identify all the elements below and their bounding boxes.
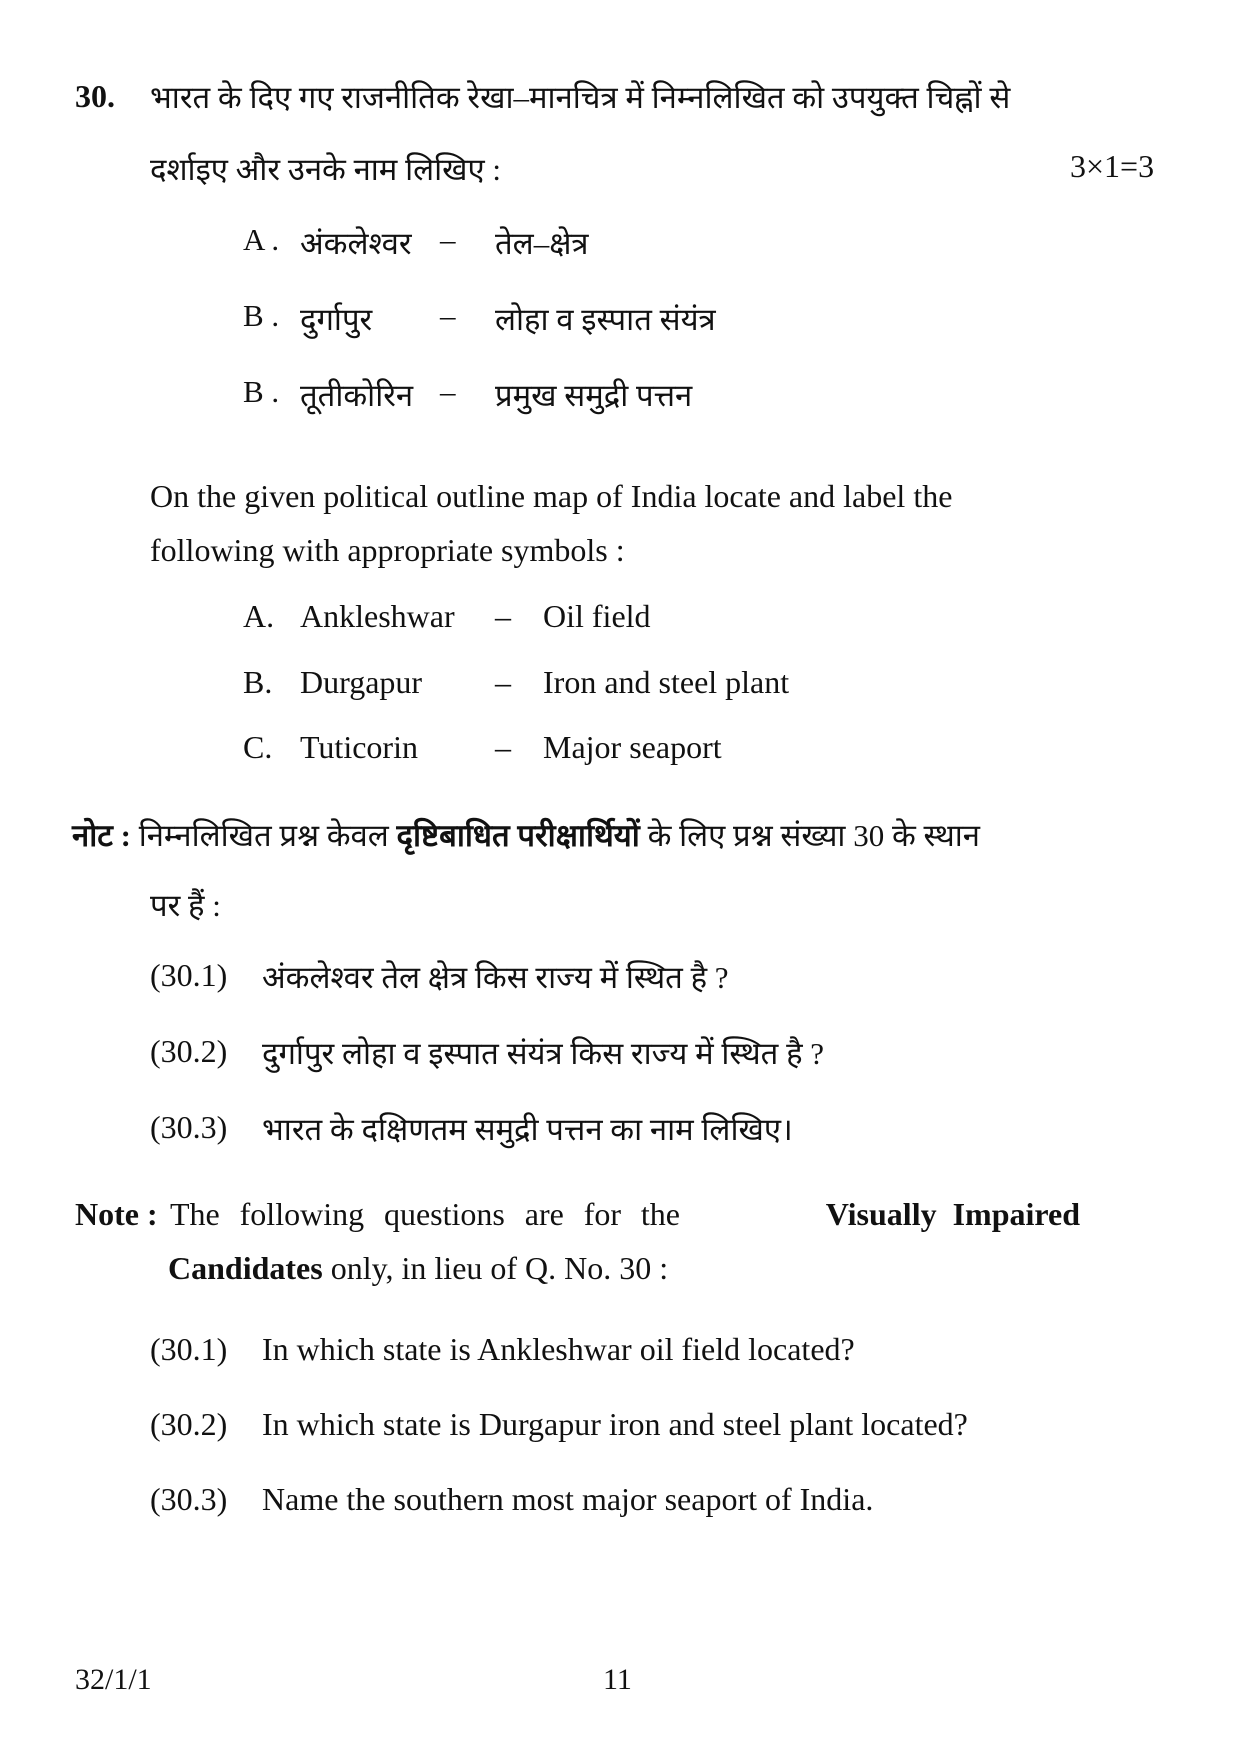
note-hindi-text-a: निम्नलिखित प्रश्न केवल (138, 818, 389, 853)
question-english-line2: following with appropriate symbols : (150, 532, 625, 568)
note-english-item-text: In which state is Ankleshwar oil field located? (262, 1331, 855, 1367)
note-hindi-item-text: भारत के दक्षिणतम समुद्री पत्तन का नाम लिखिए। (262, 1112, 793, 1147)
note-english-word: The (170, 1196, 220, 1232)
english-item-place: Durgapur (300, 664, 423, 700)
english-item-type: Oil field (543, 598, 651, 634)
english-item-type: Major seaport (543, 729, 722, 765)
hindi-item-dash: – (440, 374, 456, 409)
note-english-word: for (583, 1196, 622, 1232)
note-english-line2 (168, 1250, 668, 1287)
note-english-bold-line2: Candidates (168, 1250, 323, 1286)
note-english-item-num: (30.3) (150, 1481, 228, 1517)
note-english-item-num: (30.2) (150, 1406, 228, 1442)
english-item-place: Ankleshwar (300, 598, 455, 634)
english-item-place: Tuticorin (300, 729, 418, 765)
hindi-item-dash: – (440, 222, 456, 257)
hindi-item-type: प्रमुख समुद्री पत्तन (495, 378, 693, 413)
note-hindi-label: नोट : (72, 818, 131, 853)
english-item-letter: A. (243, 598, 275, 634)
note-english-word: questions (383, 1196, 505, 1232)
note-english-label: Note : (75, 1196, 158, 1232)
english-item-type: Iron and steel plant (543, 664, 790, 700)
note-hindi-line2: पर हैं : (150, 888, 221, 923)
hindi-item-dash: – (440, 298, 456, 333)
note-english-word: are (524, 1196, 564, 1232)
note-english-rest-line2: only, in lieu of Q. No. 30 : (330, 1250, 669, 1286)
question-hindi-line2: दर्शाइए और उनके नाम लिखिए : (150, 152, 502, 187)
question-number: 30. (75, 78, 115, 114)
note-hindi (72, 814, 980, 856)
note-hindi-item-num: (30.3) (150, 1109, 228, 1145)
hindi-item-place: दुर्गापुर (300, 302, 373, 337)
english-item-letter: B. (243, 664, 273, 700)
note-english-item-text: In which state is Durgapur iron and steel plant located? (262, 1406, 968, 1442)
note-hindi-item-num: (30.2) (150, 1033, 228, 1069)
note-english-word: following (239, 1196, 365, 1232)
hindi-item-letter: A . (243, 222, 280, 257)
note-hindi-text-b: के लिए प्रश्न संख्या 30 के स्थान (647, 818, 981, 853)
hindi-item-letter: B . (243, 374, 280, 409)
paper-code: 32/1/1 (75, 1663, 152, 1696)
note-hindi-item-text: दुर्गापुर लोहा व इस्पात संयंत्र किस राज्य में स्थित है ? (262, 1036, 825, 1071)
english-item-dash: – (495, 664, 511, 700)
note-hindi-bold: दृष्टिबाधित परीक्षार्थियों (396, 818, 640, 853)
page-number: 11 (603, 1663, 632, 1696)
question-marks: 3×1=3 (1070, 148, 1155, 184)
note-english-word: the (640, 1196, 680, 1232)
note-english-line1-words (170, 1196, 680, 1233)
hindi-item-letter: B . (243, 298, 280, 333)
question-english-line1: On the given political outline map of India locate and label the (150, 478, 953, 514)
english-item-dash: – (495, 598, 511, 634)
hindi-item-type: लोहा व इस्पात संयंत्र (495, 302, 716, 337)
question-hindi-line1: भारत के दिए गए राजनीतिक रेखा–मानचित्र में निम्नलिखित को उपयुक्त चिह्नों से (150, 80, 1011, 115)
note-english-item-num: (30.1) (150, 1331, 228, 1367)
note-hindi-item-text: अंकलेश्वर तेल क्षेत्र किस राज्य में स्थित है ? (262, 960, 729, 995)
note-hindi-item-num: (30.1) (150, 957, 228, 993)
english-item-letter: C. (243, 729, 273, 765)
english-item-dash: – (495, 729, 511, 765)
hindi-item-type: तेल–क्षेत्र (495, 226, 589, 261)
note-english-bold-line1: Visually Impaired (825, 1196, 1080, 1232)
hindi-item-place: तूतीकोरिन (300, 378, 414, 413)
hindi-item-place: अंकलेश्वर (300, 226, 412, 261)
note-english-item-text: Name the southern most major seaport of India. (262, 1481, 874, 1517)
